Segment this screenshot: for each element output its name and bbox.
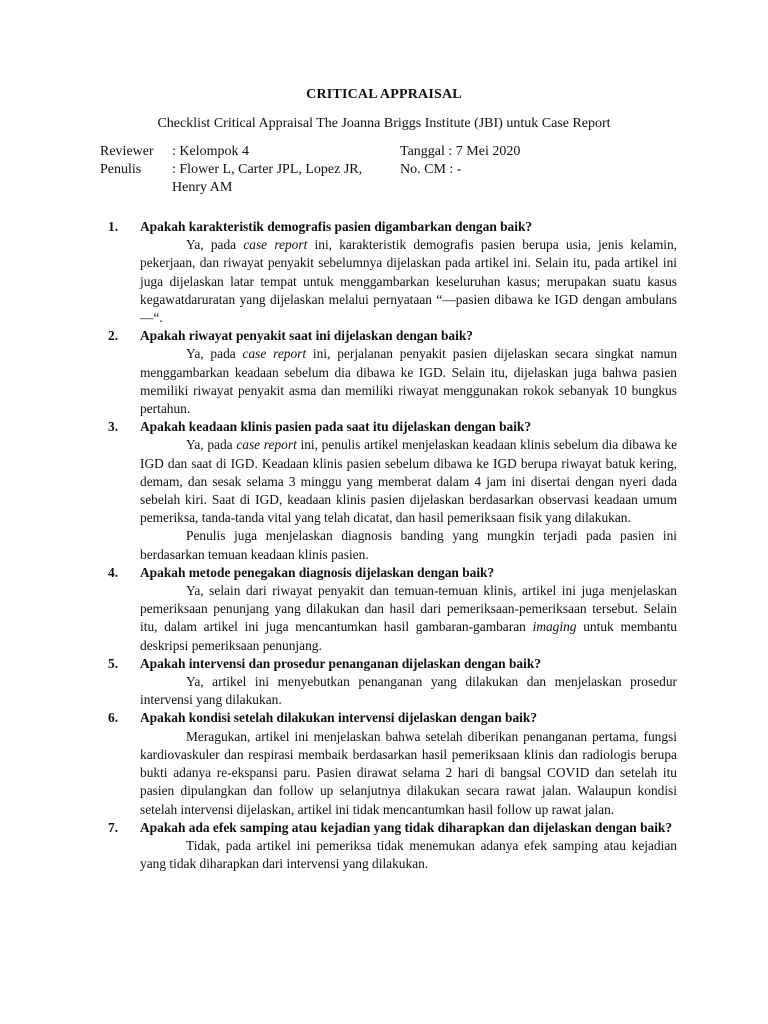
- question-item: [108, 709, 677, 818]
- question-number: 3.: [108, 419, 119, 435]
- question-heading: [108, 564, 677, 582]
- question-list: [108, 218, 677, 873]
- answer: [140, 673, 677, 709]
- question-number: 7.: [108, 819, 119, 835]
- answer: [140, 582, 677, 655]
- question-item: [108, 564, 677, 655]
- document-subtitle: Checklist Critical Appraisal The Joanna Briggs Institute (JBI) untuk Case Report: [157, 116, 611, 131]
- answer: [140, 837, 677, 873]
- answer: [140, 345, 677, 418]
- question-text: Apakah keadaan klinis pasien pada saat itu dijelaskan dengan baik?: [140, 419, 532, 435]
- question-heading: [108, 655, 677, 673]
- answer-paragraph: Ya, selain dari riwayat penyakit dan temuan-temuan klinis, artikel ini juga menjelaskan pemeriksaan penunjang yang dilakukan dan hasil dari pemeriksaan-pemeriksaan tersebut. Selain itu, dalam artikel ini juga mencantumkan hasil gambaran-gambaran imaging untuk membantu deskripsi pemeriksaan penunjang.: [140, 583, 677, 653]
- question-heading: [108, 709, 677, 727]
- meta-block: [100, 143, 660, 197]
- penulis-label: Penulis: [100, 162, 142, 177]
- question-number: 4.: [108, 564, 119, 580]
- question-item: [108, 819, 677, 874]
- answer: [140, 436, 677, 563]
- question-number: 6.: [108, 710, 119, 726]
- meta-row-penulis: [100, 161, 660, 179]
- question-text: Apakah karakteristik demografis pasien digambarkan dengan baik?: [140, 219, 533, 234]
- answer-paragraph: Ya, artikel ini menyebutkan penanganan yang dilakukan dan menjelaskan prosedur intervensi yang dilakukan.: [140, 674, 677, 708]
- question-heading: [108, 218, 677, 236]
- question-item: [108, 655, 677, 710]
- question-number: 2.: [108, 328, 119, 344]
- reviewer-label: Reviewer: [100, 144, 154, 159]
- answer-paragraph: Tidak, pada artikel ini pemeriksa tidak menemukan adanya efek samping atau kejadian yang tidak diharapkan dari intervensi yang dilakukan.: [140, 837, 677, 872]
- answer-paragraph: Ya, pada case report ini, penulis artikel menjelaskan keadaan klinis sebelum dia dibawa ke IGD dan saat di IGD. Keadaan klinis pasien sebelum dibawa ke IGD berupa riwayat batuk kering, demam, dan sesak selama 3 minggu yang memberat dalam 4 jam ini disertai dengan nyeri dada sebelah kiri. Saat di IGD, keadaan klinis pasien dijelaskan berdasarkan observasi keadaan umum pemeriksa, tanda-tanda vital yang telah dicatat, dan hasil pemeriksaan fisik yang dilakukan.: [140, 437, 678, 526]
- question-item: [108, 327, 677, 418]
- question-number: 1.: [108, 219, 119, 234]
- penulis-value: : Flower L, Carter JPL, Lopez JR,: [172, 162, 363, 177]
- nocm-value: No. CM : -: [400, 162, 462, 177]
- question-item: [108, 418, 677, 564]
- question-heading: [108, 819, 677, 837]
- meta-row-reviewer: [100, 143, 660, 161]
- question-text: Apakah riwayat penyakit saat ini dijelaskan dengan baik?: [140, 328, 473, 344]
- question-number: 5.: [108, 655, 119, 671]
- answer: [140, 728, 677, 819]
- question-heading: [108, 327, 677, 345]
- penulis-value-cont: Henry AM: [172, 180, 233, 195]
- answer-paragraph-2: Penulis juga menjelaskan diagnosis banding yang mungkin terjadi pada pasien ini berdasarkan temuan keadaan klinis pasien.: [140, 528, 677, 562]
- answer-paragraph: Ya, pada case report ini, perjalanan penyakit pasien dijelaskan secara singkat namun menggambarkan keadaan sebelum dia dibawa ke IGD. Selain itu, dijelaskan juga bahwa pasien memiliki riwayat penyakit asma dan memiliki riwayat menggunakan rokok sebanyak 10 bungkus pertahun.: [140, 346, 678, 417]
- answer-paragraph: Ya, pada case report ini, karakteristik demografis pasien berupa usia, jenis kelamin, pekerjaan, dan riwayat penyakit sebelumnya dijelaskan pada artikel ini. Selain itu, pada artikel ini juga dijelaskan latar tempat untuk menggambarkan keseluruhan kasus; merupakan suatu kasus kegawatdaruratan yang dijelaskan melalui pernyataan “—pasien dibawa ke IGD dengan ambulans—“.: [140, 237, 678, 326]
- reviewer-value: : Kelompok 4: [172, 144, 249, 159]
- question-heading: [108, 418, 677, 436]
- tanggal-value: Tanggal : 7 Mei 2020: [400, 144, 521, 159]
- answer: [140, 236, 677, 327]
- document-title: CRITICAL APPRAISAL: [306, 87, 462, 102]
- question-text: Apakah intervensi dan prosedur penanganan dijelaskan dengan baik?: [140, 655, 541, 671]
- question-text: Apakah metode penegakan diagnosis dijelaskan dengan baik?: [140, 564, 495, 580]
- answer-paragraph: Meragukan, artikel ini menjelaskan bahwa setelah diberikan penanganan pertama, fungsi kardiovaskuler dan respirasi membaik berdasarkan hasil pemeriksaan klinis dan radiologis berupa bukti adanya re-ekspansi paru. Pasien dirawat selama 2 hari di bangsal COVID dan setelah itu pasien dipulangkan dan follow up selanjutnya dilakukan secara rawat jalan. Walaupun kondisi setelah intervensi dijelaskan, artikel ini tidak mencantumkan hasil follow up rawat jalan.: [140, 728, 677, 817]
- question-text: Apakah kondisi setelah dilakukan intervensi dijelaskan dengan baik?: [140, 710, 538, 726]
- meta-row-penulis-cont: [100, 179, 660, 197]
- question-item: [108, 218, 677, 327]
- question-text: Apakah ada efek samping atau kejadian yang tidak diharapkan dan dijelaskan dengan baik?: [140, 819, 673, 835]
